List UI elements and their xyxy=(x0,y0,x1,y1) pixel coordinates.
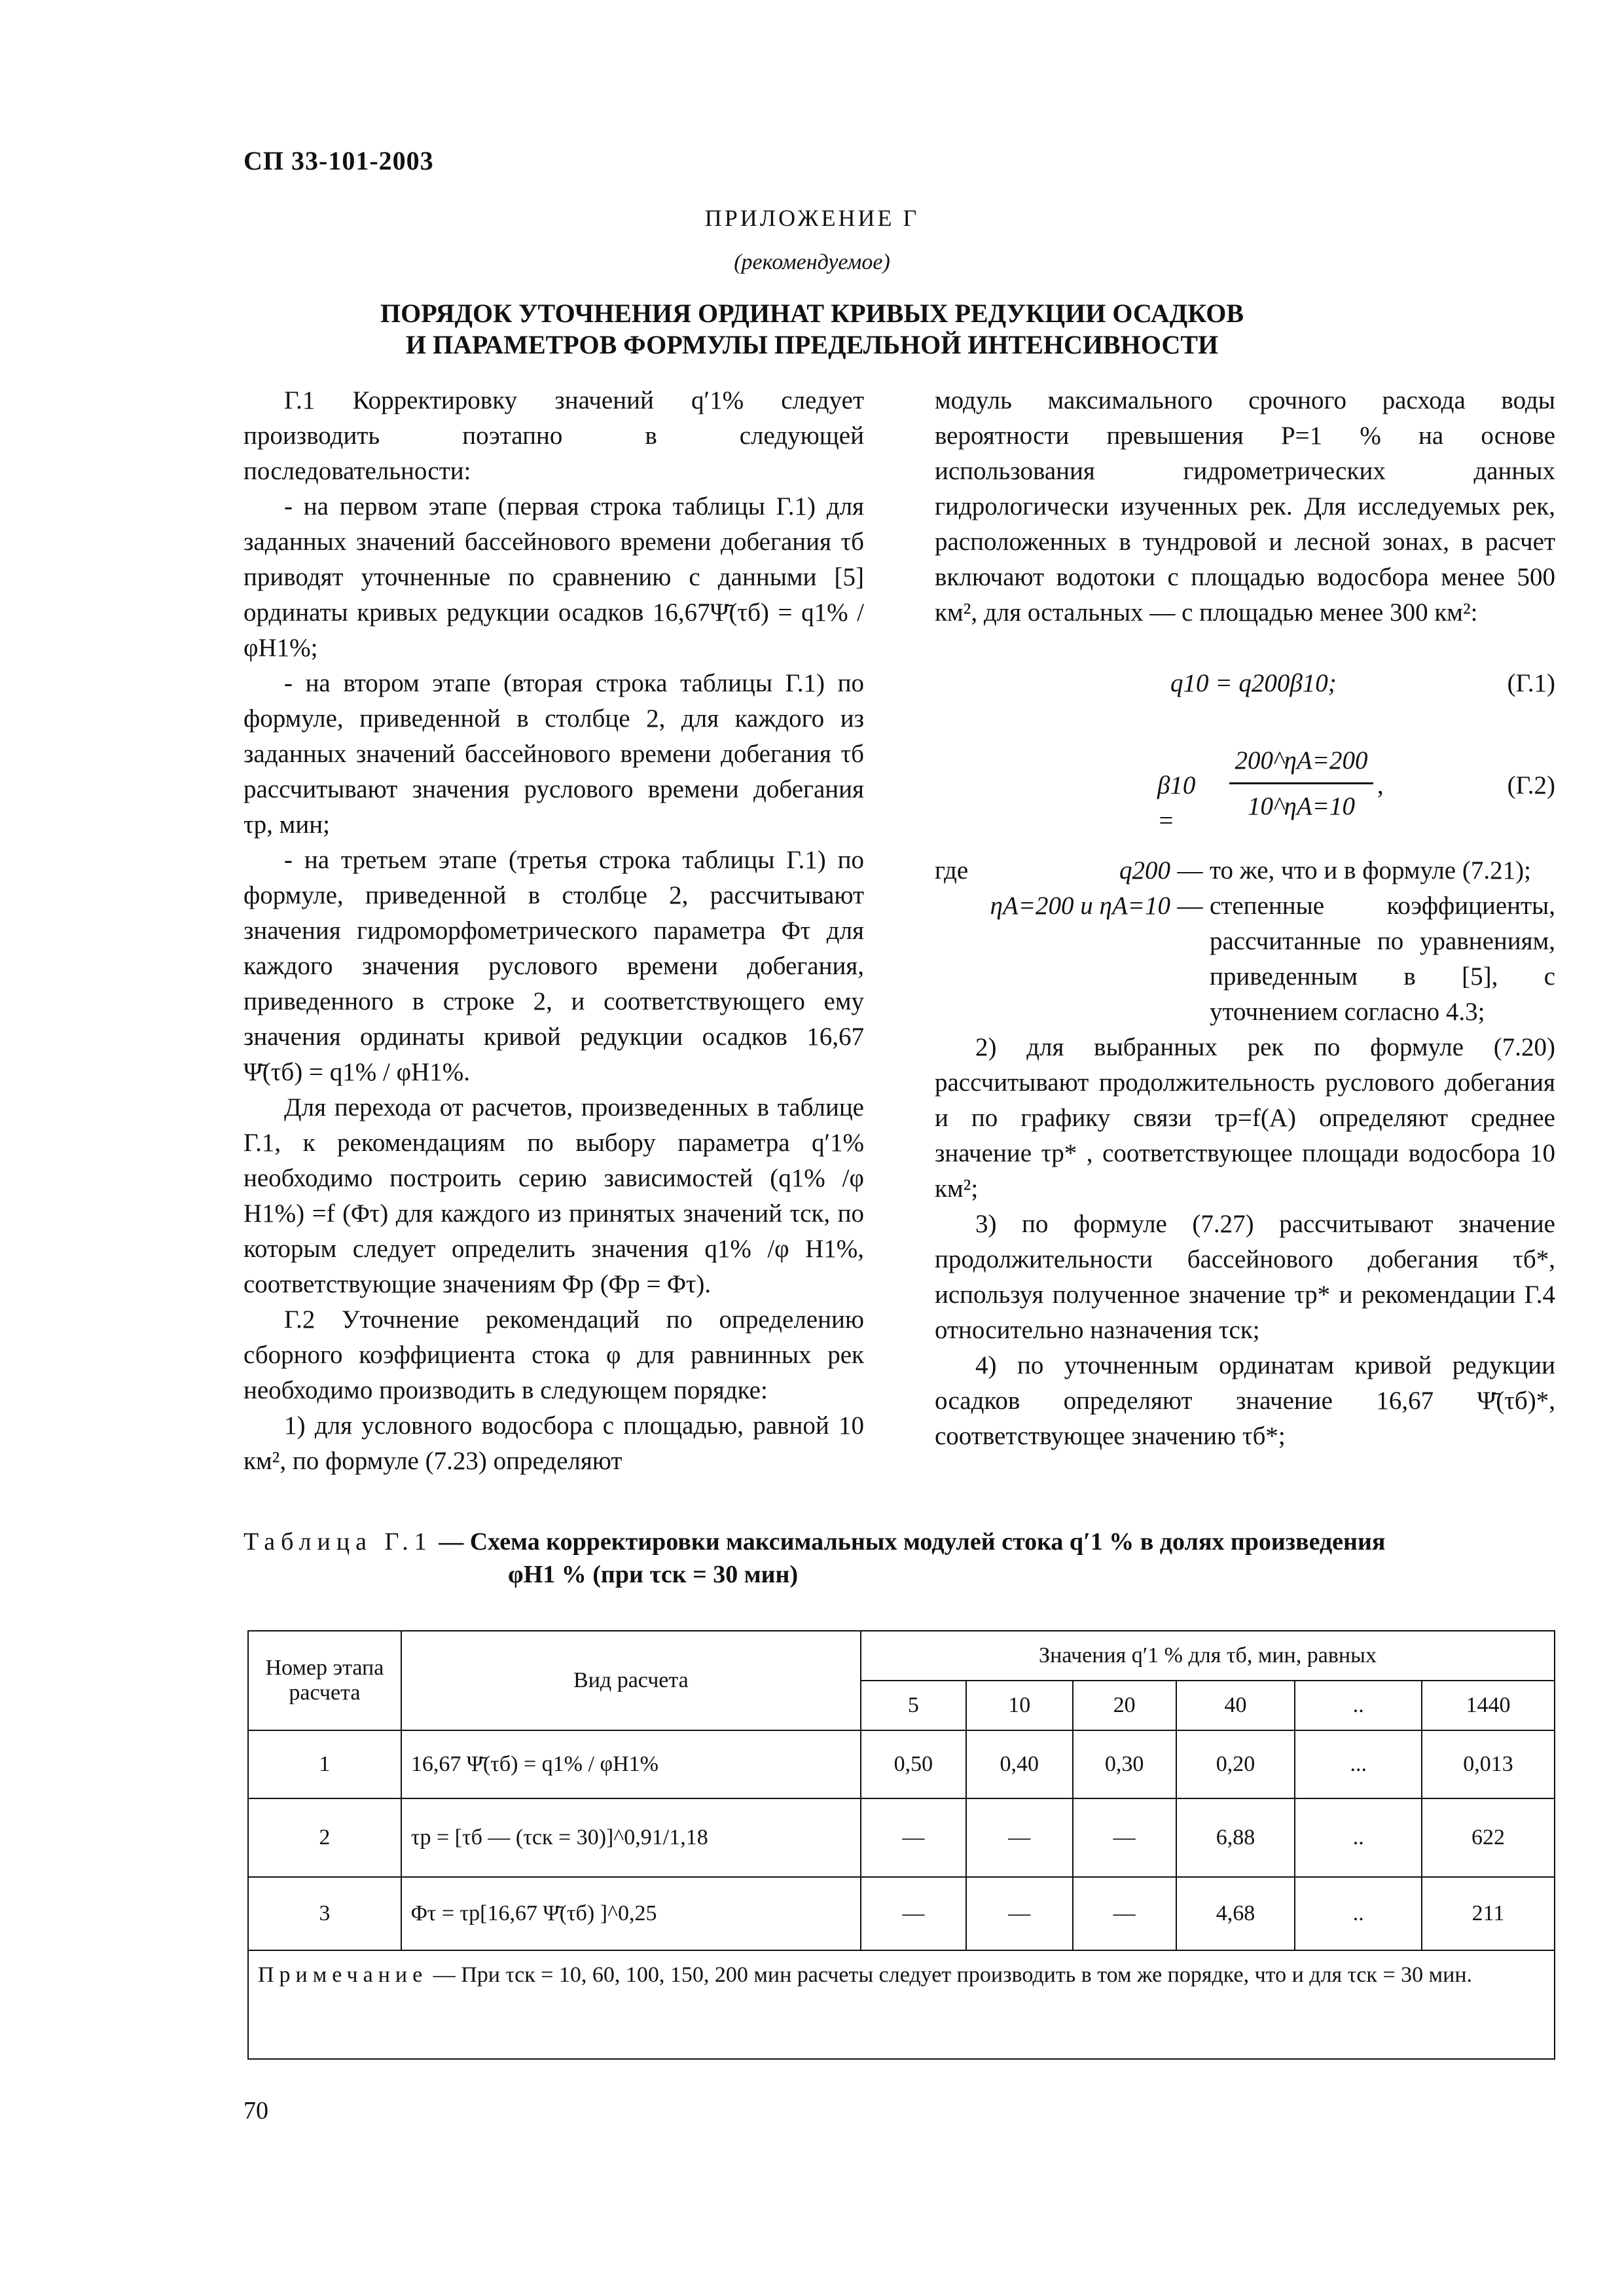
paragraph-transition: Для перехода от расчетов, произведенных в таблице Г.1, к рекомендациям по выбору параметра q′1% необходимо построить серию зависимостей (q1% /φ H1%) =f (Φτ) для каждого из принятых значений τск, по которым следует определить значения q1% /φ H1%, соответствующие значениям Φр (Φр = Φτ). xyxy=(244,1093,864,1298)
paragraph-stage-2: - на втором этапе (вторая строка таблицы Г.1) по формуле, приведенной в столбце 2, для каждого из заданных значений бассейнового времени добегания τб рассчитывают значения руслового времени добегания τр, мин; xyxy=(244,669,864,839)
where-word: где xyxy=(935,856,969,884)
cell-value: — xyxy=(966,1798,1073,1877)
cell-value: — xyxy=(1073,1877,1176,1950)
table-note-text: — При τск = 10, 60, 100, 150, 200 мин расчеты следует производить в том же порядке, что и для τск = 30 мин. xyxy=(427,1963,1473,1987)
table-caption-line-2: φH1 % (при τск = 30 мин) xyxy=(508,1561,799,1588)
document-id: СП 33-101-2003 xyxy=(244,146,434,175)
table-note-label: Примечание xyxy=(258,1963,428,1987)
table-caption-line-1 xyxy=(244,1525,1559,1558)
paragraph-step-4: 4) по уточненным ординатам кривой редукции осадков определяют значение 16,67 Ψ̄(τб)*, соответствующее значению τб*; xyxy=(935,1351,1555,1450)
table-caption-label: Таблица Г.1 xyxy=(244,1528,433,1556)
cell-stage: 3 xyxy=(248,1877,401,1950)
cell-calc: 16,67 Ψ̄(τб) = q1% / φH1% xyxy=(401,1730,861,1798)
cell-stage: 2 xyxy=(248,1798,401,1877)
paragraph-step-1: 1) для условного водосбора с площадью, равной 10 км², по формуле (7.23) определяют xyxy=(244,1412,864,1475)
equation-g1-formula: q10 = q200β10; xyxy=(1170,669,1337,697)
equation-g2-comma: , xyxy=(1377,771,1384,799)
header-values: Значения q′1 % для τб, мин, равных xyxy=(861,1631,1555,1681)
equation-g2-lhs: β10 = xyxy=(1157,771,1196,835)
where-row-q200 xyxy=(935,853,1555,888)
table-header-row xyxy=(248,1631,1555,1681)
where-dash: — xyxy=(1177,856,1203,884)
cell-value: 0,30 xyxy=(1073,1730,1176,1798)
cell-value: 622 xyxy=(1422,1798,1555,1877)
cell-value: 0,013 xyxy=(1422,1730,1555,1798)
header-tb-value: 40 xyxy=(1176,1681,1295,1730)
cell-value: — xyxy=(861,1798,966,1877)
page-number: 70 xyxy=(244,2097,268,2124)
cell-value: .. xyxy=(1295,1798,1422,1877)
where-text-q200: то же, что и в формуле (7.21); xyxy=(1210,856,1531,884)
cell-value: 0,40 xyxy=(966,1730,1073,1798)
equation-g1 xyxy=(935,657,1555,716)
paragraph-g2: Г.2 Уточнение рекомендаций по определению сборного коэффициента стока φ для равнинных рек необходимо производить в следующем порядке: xyxy=(244,1305,864,1404)
cell-value: — xyxy=(861,1877,966,1950)
paragraph-step-2: 2) для выбранных рек по формуле (7.20) рассчитывают продолжительность руслового добегания и по графику связи τр=f(A) определяют среднее значение τр* , соответствующее площади водосбора 10 км²; xyxy=(935,1033,1555,1203)
table-note xyxy=(247,1938,1555,2060)
cell-value: — xyxy=(966,1877,1073,1950)
equation-g2-denominator: 10^ηA=10 xyxy=(1248,792,1355,820)
paragraph-stage-1: - на первом этапе (первая строка таблицы Г.1) для заданных значений бассейнового времени добегания τб приводят уточненные по сравнению с данными [5] ординаты кривых редукции осадков 16,67Ψ̄(τб) = q1% / φH1%; xyxy=(244,492,864,662)
equation-g2-number: (Г.2) xyxy=(1507,771,1555,799)
where-text-eta: степенные коэффициенты, рассчитанные по уравнениям, приведенным в [5], с уточнением согласно 4.3; xyxy=(1210,892,1555,1026)
paragraph-stage-3: - на третьем этапе (третья строка таблицы Г.1) по формуле, приведенной в столбце 2, рассчитывают значения гидроморфометрического параметра Φτ для каждого значения руслового времени добегания, приведенного в строке 2, и соответствующего ему значения ординаты кривой редукции осадков 16,67 Ψ̄(τб) = q1% / φH1%. xyxy=(244,846,864,1086)
cell-value: 6,88 xyxy=(1176,1798,1295,1877)
cell-stage: 1 xyxy=(248,1730,401,1798)
table-caption xyxy=(244,1525,1559,1591)
where-row-eta xyxy=(935,888,1555,1030)
equation-g1-number: (Г.1) xyxy=(1507,669,1555,697)
paragraph-step-3: 3) по формуле (7.27) рассчитывают значение продолжительности бассейнового добегания τб*, используя полученное значение τр* и рекомендации Г.4 относительно назначения τск; xyxy=(935,1210,1555,1344)
cell-value: 211 xyxy=(1422,1877,1555,1950)
cell-calc: τр = [τб — (τск = 30)]^0,91/1,18 xyxy=(401,1798,861,1877)
where-symbol-q200: q200 xyxy=(1119,856,1170,884)
cell-value: — xyxy=(1073,1798,1176,1877)
cell-value: ... xyxy=(1295,1730,1422,1798)
header-tb-value: 10 xyxy=(966,1681,1073,1730)
left-column xyxy=(244,383,864,1479)
table-row xyxy=(248,1730,1555,1798)
appendix-title xyxy=(262,298,1362,361)
cell-value: .. xyxy=(1295,1877,1422,1950)
table-row xyxy=(248,1798,1555,1877)
paragraph-g1: Г.1 Корректировку значений q′1% следует производить поэтапно в следующей последовательности: xyxy=(244,386,864,485)
appendix-label: ПРИЛОЖЕНИЕ Г xyxy=(704,205,920,231)
appendix-status: (рекомендуемое) xyxy=(734,250,890,274)
header-tb-value: 1440 xyxy=(1422,1681,1555,1730)
appendix-title-line-1: ПОРЯДОК УТОЧНЕНИЯ ОРДИНАТ КРИВЫХ РЕДУКЦИИ ОСАДКОВ xyxy=(380,299,1244,328)
equation-g2-numerator: 200^ηA=200 xyxy=(1229,743,1373,784)
header-calc-type: Вид расчета xyxy=(401,1631,861,1730)
where-dash: — xyxy=(1177,892,1203,920)
cell-calc: Φτ = τр[16,67 Ψ̄(τб) ]^0,25 xyxy=(401,1877,861,1950)
cell-value: 0,20 xyxy=(1176,1730,1295,1798)
paragraph-step-1-cont: модуль максимального срочного расхода воды вероятности превышения P=1 % на основе использования гидрометрических данных гидрологически изученных рек. Для исследуемых рек, расположенных в тундровой и лесной зонах, в расчет включают водотоки с площадью водосбора менее 500 км², для остальных — с площадью менее 300 км²: xyxy=(935,386,1555,627)
header-tb-value: 20 xyxy=(1073,1681,1176,1730)
cell-value: 4,68 xyxy=(1176,1877,1295,1950)
where-block xyxy=(935,853,1555,1030)
header-stage: Номер этапа расчета xyxy=(248,1631,401,1730)
where-symbol-eta: ηA=200 и ηA=10 xyxy=(990,892,1170,920)
header-tb-value: .. xyxy=(1295,1681,1422,1730)
right-column xyxy=(935,383,1555,1454)
table-caption-title: — Схема корректировки максимальных модулей стока q′1 % в долях произведения xyxy=(432,1528,1386,1556)
header-tb-value: 5 xyxy=(861,1681,966,1730)
cell-value: 0,50 xyxy=(861,1730,966,1798)
equation-g2 xyxy=(935,729,1555,853)
appendix-title-line-2: И ПАРАМЕТРОВ ФОРМУЛЫ ПРЕДЕЛЬНОЙ ИНТЕНСИВНОСТИ xyxy=(405,330,1219,359)
table-g1 xyxy=(247,1630,1555,1951)
